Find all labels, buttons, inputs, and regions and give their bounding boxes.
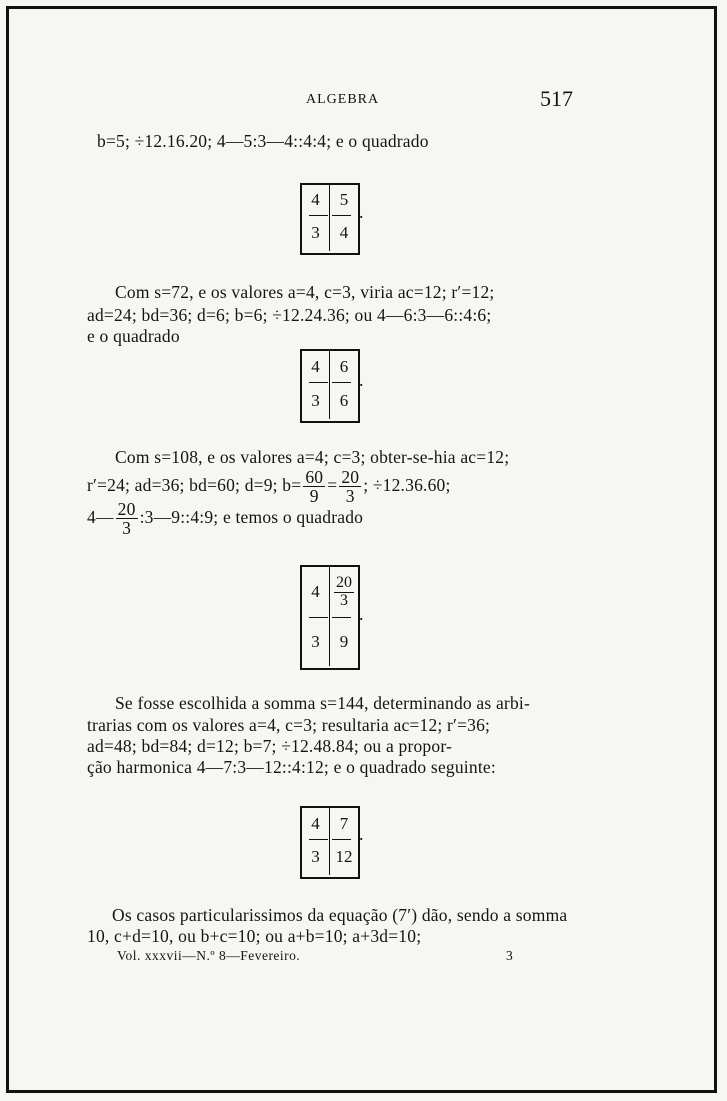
fraction-numerator: 20 xyxy=(117,499,136,519)
square-cell: 3 xyxy=(302,839,330,875)
fraction xyxy=(116,500,138,538)
square-cell: 12 xyxy=(335,847,353,866)
square-cell: 7 xyxy=(339,813,349,833)
text-line: trarias com os valores a=4, c=3; resultaria ac=12; r′=36; xyxy=(87,715,491,735)
text-line: Os casos particularissimos da equação (7′) dão, sendo a somma xyxy=(112,905,568,925)
fraction-denominator: 3 xyxy=(345,486,355,507)
square-cell: 9 xyxy=(339,631,349,651)
square-cell: 4 xyxy=(302,185,330,215)
running-title: ALGEBRA xyxy=(306,92,380,107)
text-line: 10, c+d=10, ou b+c=10; ou a+b=10; a+3d=10; xyxy=(87,926,422,946)
text-segment: 4— xyxy=(87,506,114,527)
magic-square xyxy=(300,183,360,255)
fraction-denominator: 3 xyxy=(340,591,348,609)
text-line: Com s=108, e os valores a=4; c=3; obter-se-hia ac=12; xyxy=(115,447,510,467)
square-period: . xyxy=(359,370,364,390)
square-cell: 4 xyxy=(339,223,349,242)
text-segment: ; ÷12.36.60; xyxy=(363,474,451,495)
text-line: ção harmonica 4—7:3—12::4:12; e o quadrado seguinte: xyxy=(87,757,496,777)
fraction-numerator: 60 xyxy=(305,467,324,487)
magic-square xyxy=(300,806,360,879)
magic-square xyxy=(300,565,360,670)
square-cell: 3 xyxy=(302,382,330,419)
square-cell: 4 xyxy=(302,808,330,839)
equals-sign: = xyxy=(327,474,338,495)
square-cell: 5 xyxy=(339,190,349,209)
signature-mark: 3 xyxy=(506,948,514,963)
page-number: 517 xyxy=(540,86,573,111)
square-cell: 4 xyxy=(302,351,330,382)
text-segment: r′=24; ad=36; bd=60; d=9; b= xyxy=(87,474,302,495)
fraction-denominator: 9 xyxy=(309,486,319,507)
square-cell: 3 xyxy=(302,215,330,251)
text-line: b=5; ÷12.16.20; 4—5:3—4::4:4; e o quadrado xyxy=(97,131,429,151)
square-period: . xyxy=(359,824,364,844)
fraction xyxy=(334,575,354,610)
text-line: Se fosse escolhida a somma s=144, determinando as arbi- xyxy=(115,693,531,713)
square-period: . xyxy=(359,202,364,222)
text-segment: :3—9::4:9; e temos o quadrado xyxy=(139,506,364,527)
square-period: . xyxy=(359,604,364,624)
square-cell: 3 xyxy=(302,617,330,666)
square-cell: 6 xyxy=(339,390,349,410)
fraction-denominator: 3 xyxy=(122,518,132,539)
volume-footer: Vol. xxxvii—N.º 8—Fevereiro. xyxy=(117,948,301,963)
text-line: Com s=72, e os valores a=4, c=3, viria ac=12; r′=12; xyxy=(115,282,495,302)
text-line: ad=24; bd=36; d=6; b=6; ÷12.24.36; ou 4—6:3—6::4:6; xyxy=(87,305,492,325)
square-cell xyxy=(330,567,358,617)
text-line-with-fractions xyxy=(87,500,363,538)
square-cell: 6 xyxy=(339,356,349,376)
square-cell: 4 xyxy=(302,567,330,617)
magic-square xyxy=(300,349,360,423)
text-line: ad=48; bd=84; d=12; b=7; ÷12.48.84; ou a propor- xyxy=(87,736,453,756)
fraction-numerator: 20 xyxy=(341,467,360,487)
fraction-numerator: 20 xyxy=(336,573,352,591)
text-line: e o quadrado xyxy=(87,326,180,346)
